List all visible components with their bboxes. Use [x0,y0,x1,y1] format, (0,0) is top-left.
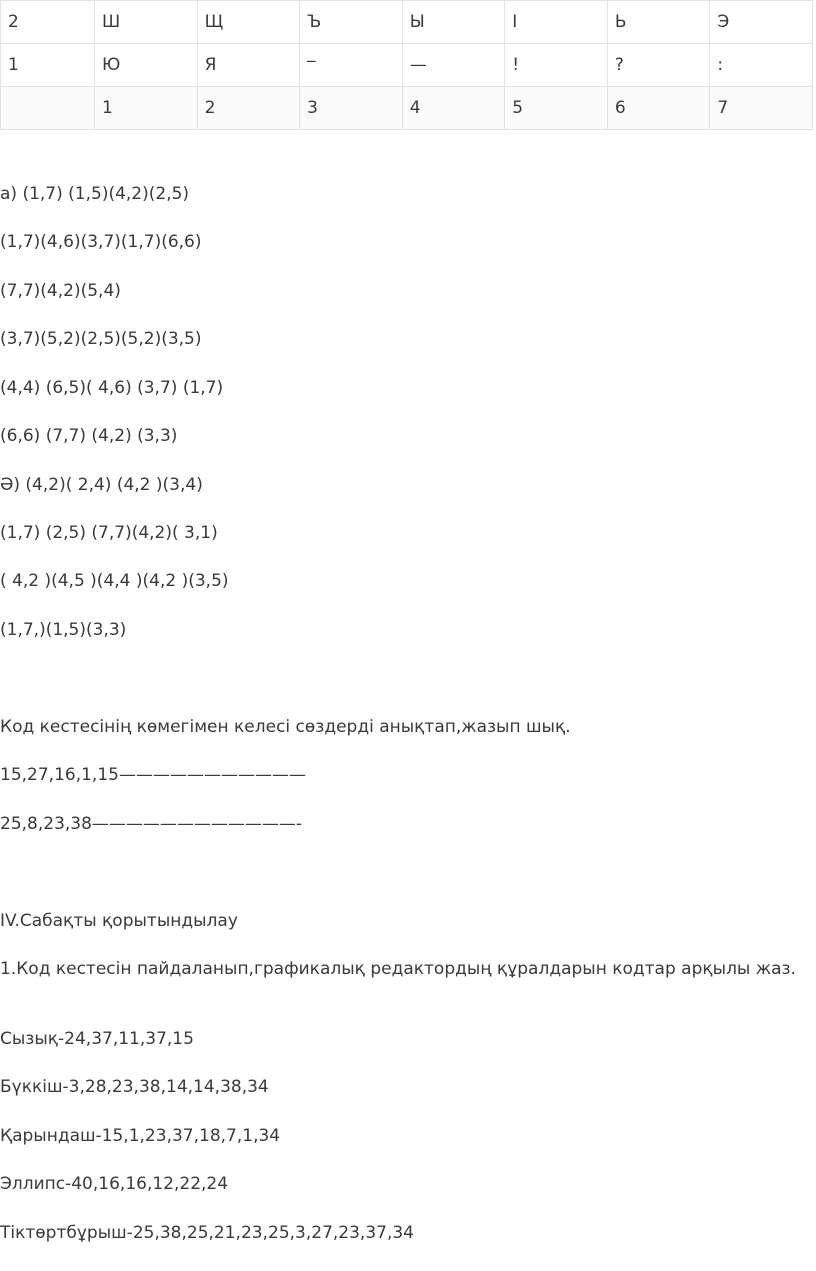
table-cell: — [402,44,505,87]
table-cell: ! [505,44,608,87]
table-cell: 2 [197,87,300,130]
table-cell: 3 [300,87,403,130]
underscore-char: _ [307,43,316,63]
code-task-instruction: Код кестесінің көмегімен келесі сөздерді анықтап,жазып шық. [0,717,571,737]
table-cell: 2 [1,1,95,44]
code-task-line: 15,27,16,1,15——————————— [0,765,306,785]
exercise-line: Ә) (4,2)( 2,4) (4,2 )(3,4) [0,475,203,495]
code-table [0,0,813,130]
exercise-line: (1,7)(4,6)(3,7)(1,7)(6,6) [0,232,202,252]
exercise-line: а) (1,7) (1,5)(4,2)(2,5) [0,184,190,204]
table-cell: Ю [95,44,198,87]
table-cell: Э [710,1,813,44]
table-cell: 7 [710,87,813,130]
table-row [1,1,813,44]
section-title: IV.Сабақты қорытындылау [0,911,238,931]
tool-code-item: Сызық-24,37,11,37,15 [0,1029,194,1049]
table-cell: Щ [197,1,300,44]
exercise-line: (3,7)(5,2)(2,5)(5,2)(3,5) [0,329,202,349]
tool-code-item: Эллипс-40,16,16,12,22,24 [0,1174,229,1194]
tool-code-item: Тіктөртбұрыш-25,38,25,21,23,25,3,27,23,37,34 [0,1223,414,1243]
tool-code-item: Бүккіш-3,28,23,38,14,14,38,34 [0,1077,269,1097]
exercise-line: (6,6) (7,7) (4,2) (3,3) [0,426,178,446]
table-cell: Ъ [300,1,403,44]
table-cell: 1 [95,87,198,130]
exercise-line: (4,4) (6,5)( 4,6) (3,7) (1,7) [0,378,224,398]
table-cell: І [505,1,608,44]
exercise-line: ( 4,2 )(4,5 )(4,4 )(4,2 )(3,5) [0,571,229,591]
exercise-line: (1,7,)(1,5)(3,3) [0,620,127,640]
table-cell: Ы [402,1,505,44]
table-cell: 6 [607,87,710,130]
exercise-line: (7,7)(4,2)(5,4) [0,281,121,301]
table-cell: 5 [505,87,608,130]
table-cell: 4 [402,87,505,130]
code-task-line: 25,8,23,38————————————- [0,814,303,834]
table-cell: Ь [607,1,710,44]
exercise-line: (1,7) (2,5) (7,7)(4,2)( 3,1) [0,523,218,543]
table-cell: Я [197,44,300,87]
table-row [1,44,813,87]
table-cell [300,44,403,87]
table-cell [1,87,95,130]
table-cell: : [710,44,813,87]
table-cell: 1 [1,44,95,87]
table-cell: Ш [95,1,198,44]
tool-code-item: Қарындаш-15,1,23,37,18,7,1,34 [0,1126,281,1146]
table-row [1,87,813,130]
section-task: 1.Код кестесін пайдаланып,графикалық редактордың құралдарын кодтар арқылы жаз. [0,959,796,979]
table-cell: ? [607,44,710,87]
